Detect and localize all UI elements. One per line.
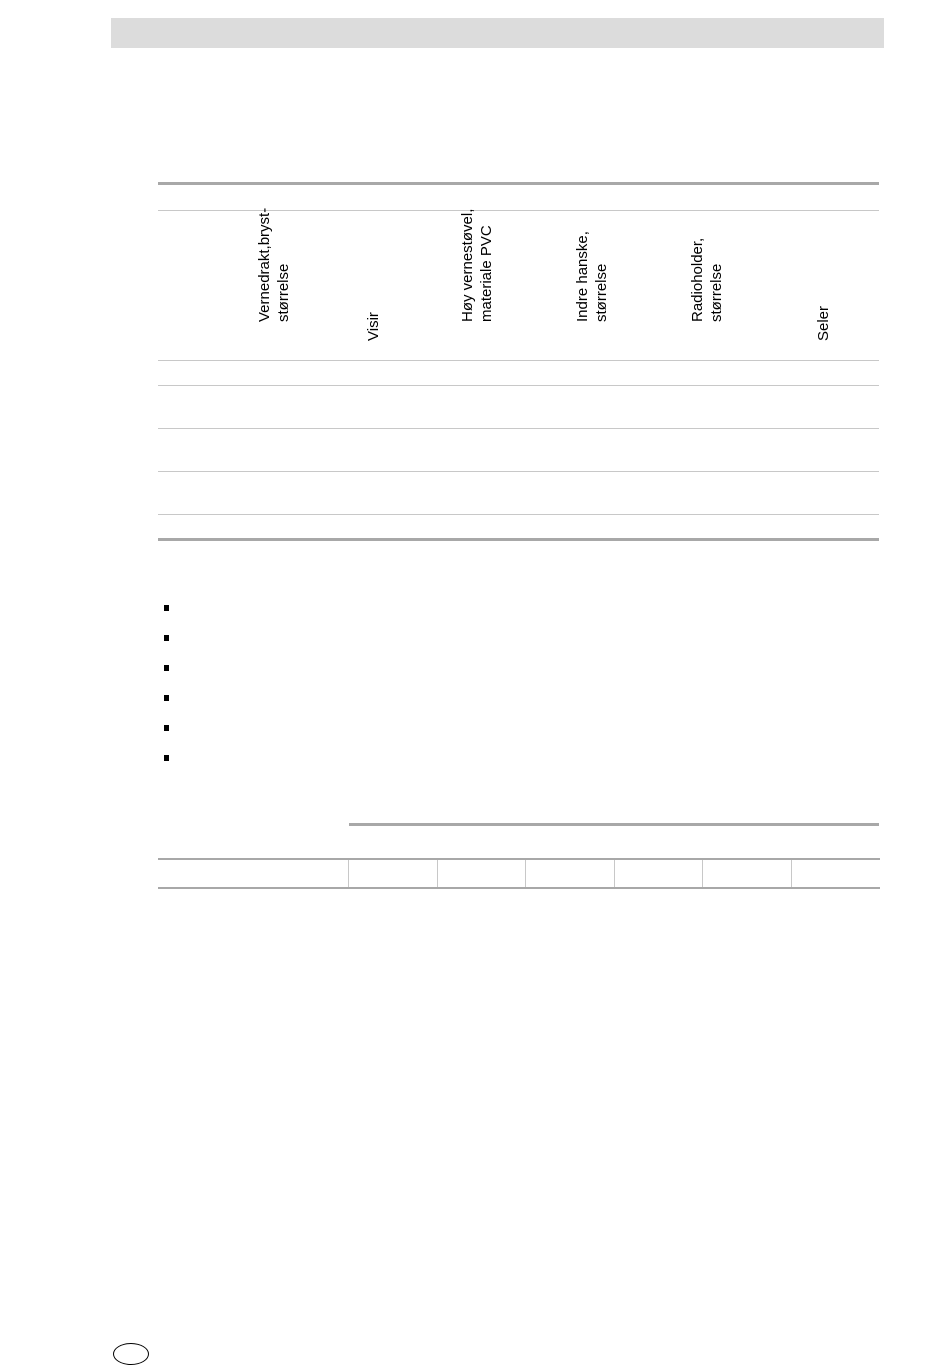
bottom-table-cell xyxy=(526,860,615,887)
header-label-hanske: Indre hanske, størrelse xyxy=(574,231,610,322)
header-label-radioholder: Radioholder, størrelse xyxy=(689,237,725,322)
table-rule xyxy=(158,385,879,386)
bottom-table-cell xyxy=(792,860,881,887)
language-badge xyxy=(113,1343,149,1365)
equipment-table xyxy=(158,182,879,542)
table-rule xyxy=(158,471,879,472)
bottom-table-cell xyxy=(158,860,349,887)
header-label-visir: Visir xyxy=(365,312,382,341)
table-rule xyxy=(158,360,879,361)
bullet-marker xyxy=(164,635,169,641)
bullet-marker xyxy=(164,695,169,701)
header-label-stovel: Høy vernestøvel, materiale PVC xyxy=(459,208,495,322)
bullet-marker xyxy=(164,665,169,671)
header-label-seler: Seler xyxy=(815,305,832,341)
bottom-table-cell xyxy=(349,860,438,887)
table-rule xyxy=(158,428,879,429)
bottom-table-header-rule xyxy=(349,823,879,826)
bullet-list xyxy=(164,605,169,785)
bottom-table xyxy=(158,858,880,889)
table-rule xyxy=(158,514,879,515)
bullet-marker xyxy=(164,755,169,761)
bottom-table-cell xyxy=(703,860,792,887)
header-label-vernedrakt: Vernedrakt,bryst- størrelse xyxy=(256,207,292,322)
table-bottom-rule xyxy=(158,538,879,541)
table-top-rule xyxy=(158,182,879,185)
bottom-table-cell xyxy=(438,860,527,887)
bottom-table-cell xyxy=(615,860,704,887)
header-bar xyxy=(111,18,884,48)
bullet-marker xyxy=(164,605,169,611)
bullet-marker xyxy=(164,725,169,731)
